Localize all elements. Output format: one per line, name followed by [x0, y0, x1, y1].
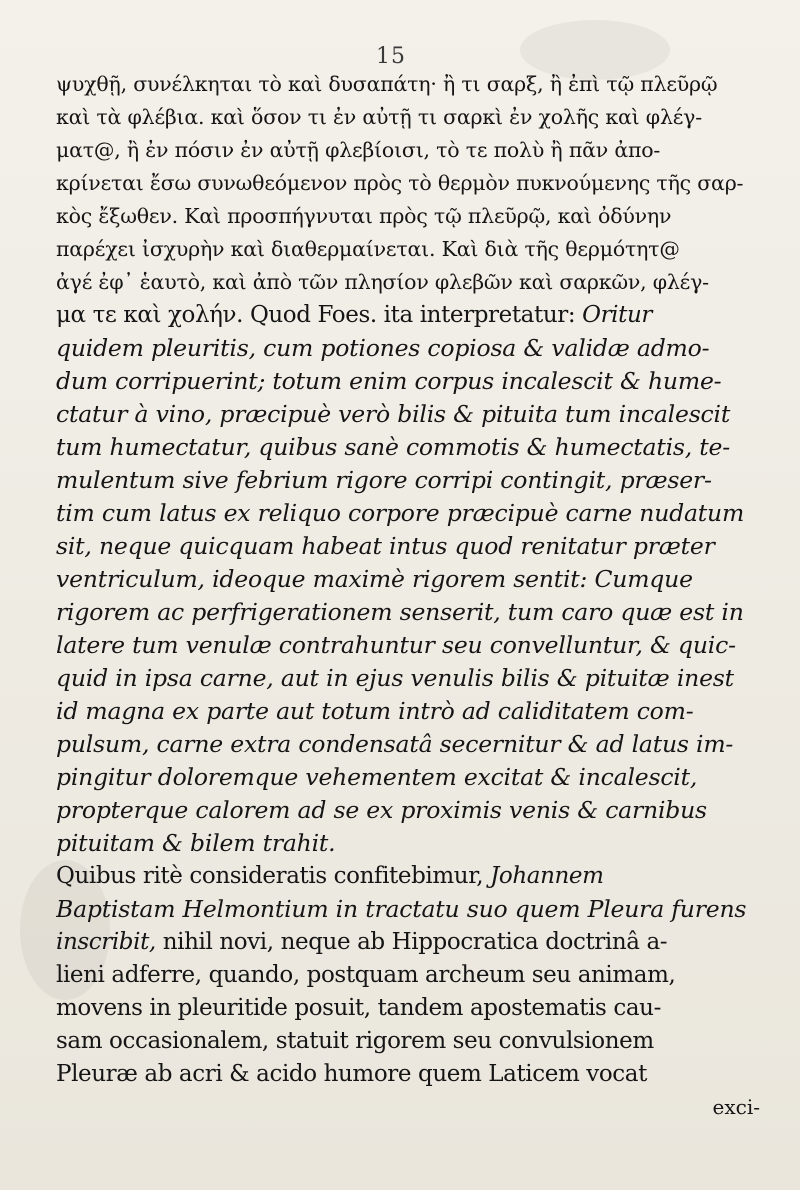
text-segment: Quod Foes. ita interpretatur:	[249, 302, 583, 328]
text-segment: μα τε καὶ χολήν.	[56, 302, 250, 328]
text-line: lieni adferre, quando, postquam archeum seu animam,	[56, 962, 676, 988]
text-line: παρέχει ἰσχυρὴν καὶ διαθερμαίνεται. Καὶ διὰ τῆς θερμότητ@	[56, 237, 680, 261]
text-line: id magna ex parte aut totum intrò ad caliditatem com-	[56, 697, 694, 725]
text-line: dum corripuerint; totum enim corpus incalescit & hume-	[56, 367, 722, 395]
text-line: ctatur à vino, præcipuè verò bilis & pituita tum incalescit	[56, 400, 731, 428]
text-line: tim cum latus ex reliquo corpore præcipuè carne nudatum	[56, 499, 745, 527]
text-line: κρίνεται ἔσω συνωθεόμενον πρὸς τὸ θερμὸν πυκνούμενης τῆς σαρ-	[56, 171, 744, 195]
text-line: ματ@, ἢ ἐν πόσιν ἐν αὐτῇ φλεβίοισι, τὸ τε πολὺ ἢ πᾶν ἀπο-	[56, 138, 661, 162]
text-line: sit, neque quicquam habeat intus quod renitatur præter	[56, 532, 715, 560]
text-line	[56, 860, 768, 893]
text-line: mulentum sive febrium rigore corripi contingit, præser-	[56, 466, 712, 494]
text-line: propterque calorem ad se ex proximis venis & carnibus	[56, 796, 707, 824]
text-line: quid in ipsa carne, aut in ejus venulis bilis & pituitæ inest	[56, 664, 734, 692]
text-line: exci-	[712, 1095, 760, 1119]
text-line: ψυχθῇ, συνέλκηται τὸ καὶ δυσαπάτη· ἢ τι σαρξ, ἢ ἐπὶ τῷ πλεῦρῷ	[56, 72, 718, 96]
text-line: pulsum, carne extra condensatâ secernitur & ad latus im-	[56, 730, 734, 758]
text-line: Pleuræ ab acri & acido humore quem Laticem vocat	[56, 1061, 647, 1087]
text-line: quidem pleuritis, cum potiones copiosa & validæ admo-	[56, 334, 710, 362]
text-line	[56, 926, 768, 959]
text-segment: inscribit,	[56, 929, 163, 955]
text-line: καὶ τὰ φλέβια. καὶ ὅσον τι ἐν αὐτῇ τι σαρκὶ ἐν χολῆς καὶ φλέγ-	[56, 105, 702, 129]
text-line: ventriculum, ideoque maximè rigorem sentit: Cumque	[56, 565, 693, 593]
text-segment: nihil novi, neque ab Hippocratica doctrinâ a-	[162, 929, 668, 955]
body-text	[56, 68, 768, 1124]
text-line: rigorem ac perfrigerationem senserit, tum caro quæ est in	[56, 598, 744, 626]
text-line: κὸς ἔξωθεν. Καὶ προσπήγνυται πρὸς τῷ πλεῦρῷ, καὶ ὀδύνην	[56, 204, 672, 228]
text-line: movens in pleuritide posuit, tandem apostematis cau-	[56, 995, 661, 1021]
text-line: sam occasionalem, statuit rigorem seu convulsionem	[56, 1028, 654, 1054]
text-segment: Johannem	[490, 863, 604, 889]
text-segment: Oritur	[582, 302, 652, 328]
text-line: latere tum venulæ contrahuntur seu convelluntur, & quic-	[56, 631, 736, 659]
text-line: pingitur doloremque vehementem excitat & incalescit,	[56, 763, 698, 791]
text-segment: Quibus ritè consideratis confitebimur,	[56, 863, 491, 889]
text-line	[56, 299, 768, 332]
text-line: pituitam & bilem trahit.	[56, 829, 336, 857]
text-line: ἀγέ ἐφ᾽ ἑαυτὸ, καὶ ἀπὸ τῶν πλησίον φλεβῶν καὶ σαρκῶν, φλέγ-	[56, 270, 709, 294]
page-number: 15	[376, 44, 406, 69]
text-line: tum humectatur, quibus sanè commotis & humectatis, te-	[56, 433, 730, 461]
text-line: Baptistam Helmontium in tractatu suo quem Pleura furens	[56, 895, 747, 923]
